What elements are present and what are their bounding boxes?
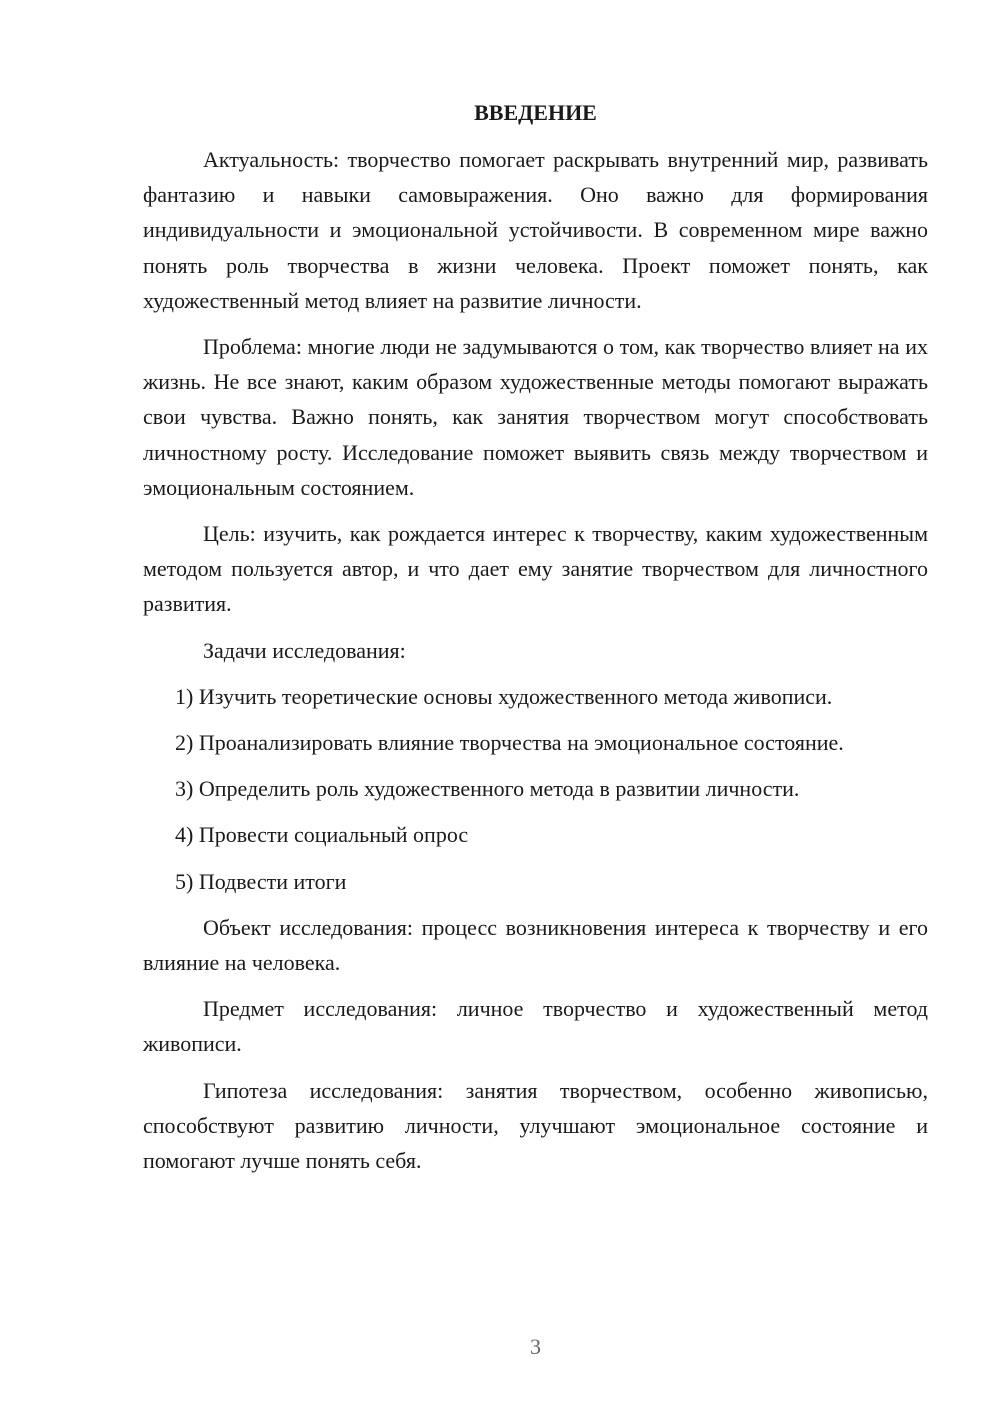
- task-item-2: 2) Проанализировать влияние творчества на эмоциональное состояние.: [175, 730, 844, 756]
- task-item-3: 3) Определить роль художественного метода в развитии личности.: [175, 776, 800, 802]
- document-body: [143, 142, 928, 1189]
- task-item-4: 4) Провести социальный опрос: [175, 822, 469, 848]
- section-title: ВВЕДЕНИЕ: [474, 100, 597, 125]
- document-page: [143, 0, 928, 1414]
- paragraph-subject: Предмет исследования: личное творчество и художественный метод живописи.: [143, 996, 928, 1057]
- paragraph-tasks-heading: Задачи исследования:: [203, 637, 406, 663]
- paragraph-goal: Цель: изучить, как рождается интерес к творчеству, каким художественным методом пользуется автор, и что дает ему занятие творчеством для личностного развития.: [143, 521, 928, 617]
- task-item-1: 1) Изучить теоретические основы художественного метода живописи.: [175, 683, 833, 709]
- paragraph-object: Объект исследования: процесс возникновения интереса к творчеству и его влияние на человека.: [143, 914, 928, 976]
- paragraph-relevance: Актуальность: творчество помогает раскрывать внутренний мир, развивать фантазию и навыки самовыражения. Оно важно для формирования индивидуальности и эмоциональной устойчивости. В современном мире важно понять роль творчества в жизни человека. Проект поможет понять, как художественный метод влияет на развитие личности.: [143, 147, 928, 313]
- paragraph-hypothesis: Гипотеза исследования: занятия творчеством, особенно живописью, способствуют развитию личности, улучшают эмоциональное состояние и помогают лучше понять себя.: [143, 1077, 928, 1174]
- page-number: 3: [530, 1334, 541, 1359]
- task-item-5: 5) Подвести итоги: [175, 868, 347, 894]
- paragraph-problem: Проблема: многие люди не задумываются о том, как творчество влияет на их жизнь. Не все знают, каким образом художественные методы помогают выражать свои чувства. Важно понять, как занятия творчеством могут способствовать личностному росту. Исследование поможет выявить связь между творчеством и эмоциональным состоянием.: [143, 334, 928, 500]
